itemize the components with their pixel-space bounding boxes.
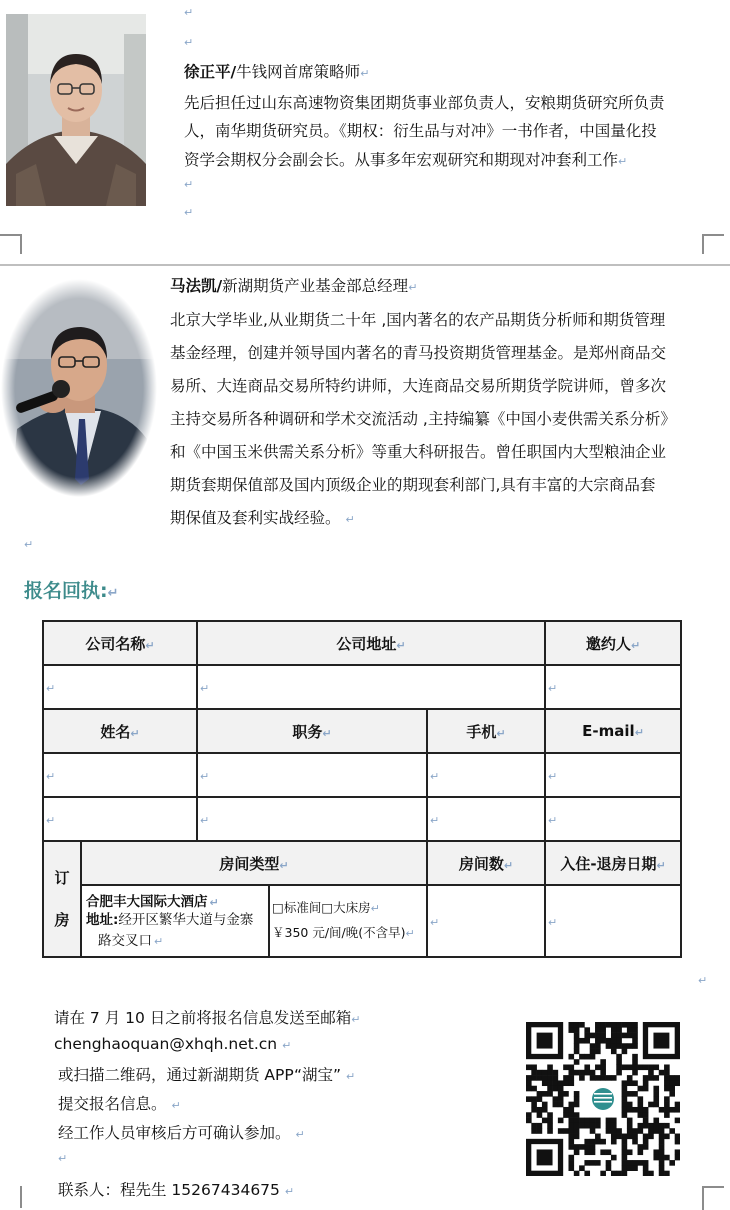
speaker2-bio-line: 主持交易所各种调研和学术交流活动 ,主持编纂《中国小麦供需关系分析》 xyxy=(170,410,676,428)
speaker2-name: 马法凯/ xyxy=(170,277,223,295)
room-type-options[interactable]: □标准间□大床房↵ ￥350 元/间/晚(不含早)↵ xyxy=(269,885,427,957)
position-field[interactable]: ↵ xyxy=(197,797,427,841)
speaker1-bio-line: 资学会期权分会副会长。从事多年宏观研究和期现对冲套利工作↵ xyxy=(184,150,628,169)
speaker1-title: 牛钱网首席策略师 xyxy=(236,63,361,81)
room-type-checkboxes[interactable]: □标准间□大床房 xyxy=(272,900,371,915)
name-field[interactable]: ↵ xyxy=(43,797,197,841)
paragraph-mark: ↵ xyxy=(24,538,34,551)
inviter-header: 邀约人↵ xyxy=(545,621,681,665)
speaker1-bio-line: 先后担任过山东高速物资集团期货事业部负责人，安粮期货研究所负责 xyxy=(184,93,665,112)
company-address-field[interactable]: ↵ xyxy=(197,665,545,709)
position-field[interactable]: ↵ xyxy=(197,753,427,797)
footer-email[interactable]: chenghaoquan@xhqh.net.cn ↵ xyxy=(54,1035,292,1053)
phone-header: 手机↵ xyxy=(427,709,545,753)
speaker2-bio-line: 北京大学毕业,从业期货二十年 ,国内著名的农产品期货分析师和期货管理 xyxy=(170,311,666,329)
footer-line: 经工作人员审核后方可确认参加。 ↵ xyxy=(58,1124,305,1142)
phone-field[interactable]: ↵ xyxy=(427,797,545,841)
speaker2-heading: 马法凯/新湖期货产业基金部总经理↵ xyxy=(170,277,418,295)
email-field[interactable]: ↵ xyxy=(545,797,681,841)
inviter-field[interactable]: ↵ xyxy=(545,665,681,709)
name-header: 姓名↵ xyxy=(43,709,197,753)
speaker2-bio-body xyxy=(170,304,715,536)
dates-header: 入住-退房日期↵ xyxy=(545,841,681,885)
footer-line: 请在 7 月 10 日之前将报名信息发送至邮箱↵ xyxy=(54,1009,361,1027)
email-header: E-mail↵ xyxy=(545,709,681,753)
phone-field[interactable]: ↵ xyxy=(427,753,545,797)
email-field[interactable]: ↵ xyxy=(545,753,681,797)
position-header: 职务↵ xyxy=(197,709,427,753)
paragraph-mark: ↵ xyxy=(184,6,194,19)
paragraph-mark: ↵ xyxy=(184,206,194,219)
page-corner-mark xyxy=(0,234,22,254)
paragraph-mark: ↵ xyxy=(184,178,194,191)
page-break-line xyxy=(0,264,730,266)
page-corner-mark xyxy=(702,1186,724,1210)
section-title: 报名回执:↵ xyxy=(24,580,119,602)
company-name-header: 公司名称↵ xyxy=(43,621,197,665)
qr-code-icon[interactable] xyxy=(526,1022,680,1176)
company-name-field[interactable]: ↵ xyxy=(43,665,197,709)
speaker1-bio xyxy=(184,58,714,176)
room-count-header: 房间数↵ xyxy=(427,841,545,885)
speaker-photo-microphone xyxy=(1,279,157,497)
speaker-photo-portrait xyxy=(6,14,146,206)
speaker1-heading: 徐正平/牛钱网首席策略师↵ xyxy=(184,63,370,81)
contact-info: 联系人：程先生 15267434675 ↵ xyxy=(58,1181,295,1199)
paragraph-mark: ↵ xyxy=(698,974,708,987)
dates-field[interactable]: ↵ xyxy=(545,885,681,957)
speaker2-bio-line: 和《中国玉米供需关系分析》等重大科研报告。曾任职国内大型粮油企业 xyxy=(170,443,667,461)
footer-line: 或扫描二维码，通过新湖期货 APP“湖宝” ↵ xyxy=(58,1066,356,1084)
name-field[interactable]: ↵ xyxy=(43,753,197,797)
speaker2-title: 新湖期货产业基金部总经理 xyxy=(222,277,409,295)
hotel-name: 合肥丰大国际大酒店 xyxy=(86,894,208,910)
speaker2-bio xyxy=(170,272,710,303)
footer-line: 提交报名信息。 ↵ xyxy=(58,1095,181,1113)
room-type-header: 房间类型↵ xyxy=(81,841,427,885)
room-count-field[interactable]: ↵ xyxy=(427,885,545,957)
company-address-header: 公司地址↵ xyxy=(197,621,545,665)
speaker2-bio-line: 期货套期保值部及国内顶级企业的期现套利部门,具有丰富的大宗商品套 xyxy=(170,476,656,494)
room-price: ￥350 元/间/晚(不含早) xyxy=(272,925,406,940)
speaker1-bio-line: 人，南华期货研究员。《期权：衍生品与对冲》一书作者，中国量化投 xyxy=(184,122,657,140)
paragraph-mark: ↵ xyxy=(58,1152,68,1165)
hotel-info: 合肥丰大国际大酒店 ↵ 地址:经开区繁华大道与金寨 路交叉口 ↵ xyxy=(81,885,269,957)
registration-form-table xyxy=(42,620,682,958)
paragraph-mark: ↵ xyxy=(184,36,194,49)
page-corner-mark xyxy=(0,1186,22,1208)
speaker2-bio-line: 易所、大连商品交易所特约讲师，大连商品交易所期货学院讲师，曾多次 xyxy=(170,377,667,395)
speaker1-name: 徐正平/ xyxy=(184,63,237,81)
speaker2-bio-line: 期保值及套利实战经验。 ↵ xyxy=(170,509,355,527)
booking-label: 订 房 xyxy=(43,841,81,957)
hotel-address: 经开区繁华大道与金寨 xyxy=(118,912,254,928)
page-corner-mark xyxy=(702,234,724,254)
speaker2-bio-line: 基金经理，创建并领导国内著名的青马投资期货管理基金。是郑州商品交 xyxy=(170,344,667,362)
